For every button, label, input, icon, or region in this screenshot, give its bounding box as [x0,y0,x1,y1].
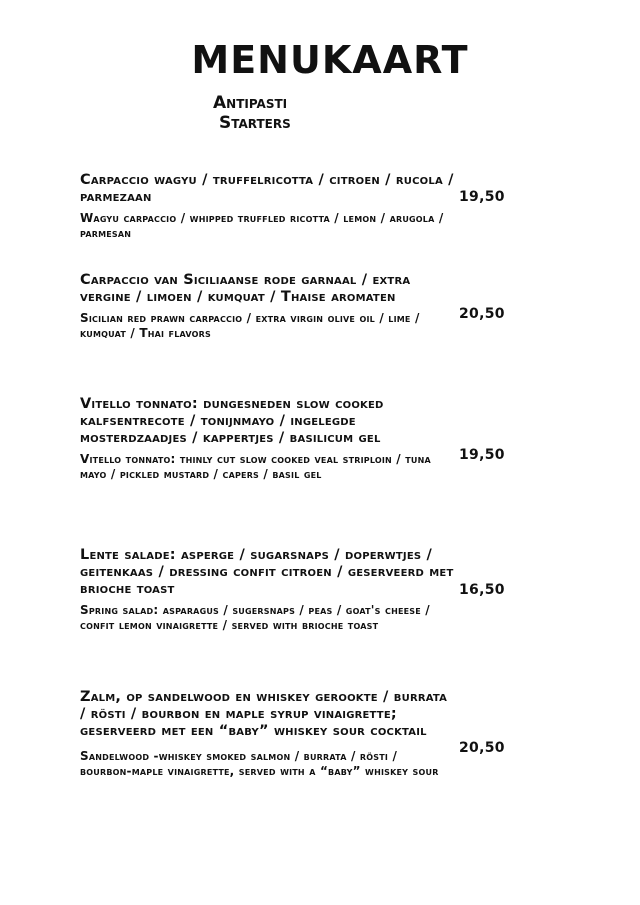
menu-item [80,396,510,482]
dish-description: Sicilian red prawn carpaccio / extra virgin olive oil / lime / kumquat / Thai flavors [80,311,420,340]
dish-description: Wagyu carpaccio / whipped truffled ricotta / lemon / arugola / parmesan [80,211,444,240]
price: 20,50 [459,306,505,322]
dish-description: Sandelwood -whiskey smoked salmon / burrata / rösti / bourbon-maple vinaigrette, served with a “baby” whiskey sour [80,749,439,778]
menu-item [80,172,510,241]
dish-description: Vitello tonnato: thinly cut slow cooked veal striploin / tuna mayo / pickled mustard / capers / basil gel [80,452,431,481]
dish-name: Carpaccio van Siciliaanse rode garnaal / extra vergine / limoen / kumquat / Thaise aromaten [80,272,411,305]
menu-item [80,272,510,341]
dish-name: Lente salade: asperge / sugarsnaps / doperwtjes / geitenkaas / dressing confit citroen / geserveerd met brioche toast [80,547,454,597]
menu-item [80,689,510,779]
price: 19,50 [459,189,505,205]
price: 16,50 [459,582,505,598]
dish-name: Zalm, op sandelwood en whiskey gerookte / burrata / rösti / bourbon en maple syrup vinaigrette; geserveerd met een “baby” whiskey sour cocktail [80,689,448,739]
section-title: Antipasti [213,93,288,113]
dish-name: Vitello tonnato: dungesneden slow cooked kalfsentrecote / tonijnmayo / ingelegde mosterdzaadjes / kappertjes / basilicum gel [80,396,384,446]
section-subtitle: Starters [219,113,291,133]
section-header [213,93,291,133]
menu-item [80,547,510,633]
menu-title: MENUKAART [191,38,469,82]
dish-name: Carpaccio wagyu / truffelricotta / citroen / rucola / parmezaan [80,172,454,205]
dish-description: Spring salad: asparagus / sugersnaps / peas / goat's cheese / confit lemon vinaigrette / served with brioche toast [80,603,430,632]
price: 20,50 [459,740,505,756]
price: 19,50 [459,447,505,463]
